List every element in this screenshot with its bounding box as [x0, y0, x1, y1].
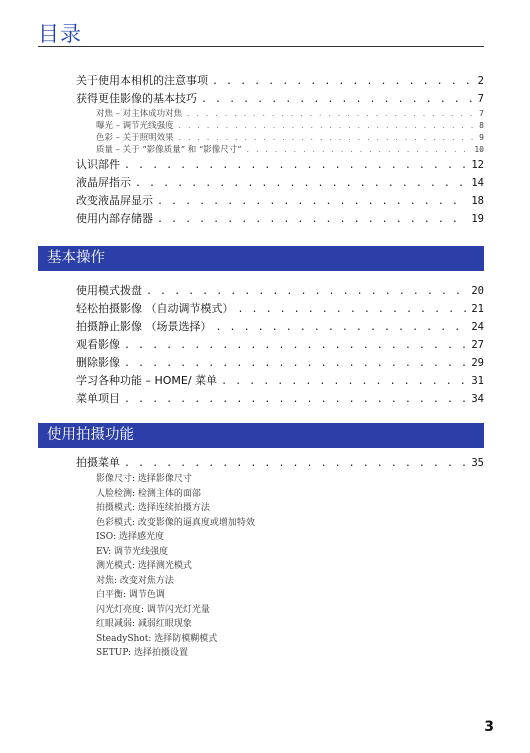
toc-item-label: 菜单项目: [76, 392, 120, 405]
toc-subitem-page: 9: [479, 133, 484, 142]
page-title: 目录: [38, 22, 82, 46]
toc-item[interactable]: [76, 90, 484, 108]
leader-dots: [246, 144, 471, 156]
leader-dots: [212, 73, 474, 90]
title-divider: [38, 46, 484, 47]
toc-item-page: 2: [477, 75, 484, 87]
toc-item[interactable]: [76, 192, 484, 210]
toc-item[interactable]: [76, 282, 484, 300]
leader-dots: [221, 373, 467, 390]
leader-dots: [124, 337, 467, 354]
leader-dots: [216, 319, 468, 336]
toc-item[interactable]: [76, 174, 484, 192]
toc-item-page: 27: [471, 339, 484, 351]
leader-dots: [124, 391, 467, 408]
toc-item-label: 液晶屏指示: [76, 176, 131, 189]
toc-item-page: 31: [471, 375, 484, 387]
toc-item-label: 改变液晶屏显示: [76, 194, 153, 207]
toc-top: [76, 72, 484, 228]
toc-subitem-label: 质量 – 关于 “影像质量” 和 “影像尺寸”: [96, 145, 242, 155]
toc-subitem-page: 7: [479, 109, 484, 118]
toc-subitem-label: 色彩 – 关于照明效果: [96, 133, 174, 143]
list-item[interactable]: 影像尺寸: 选择影像尺寸: [96, 474, 192, 484]
toc-subitem-page: 10: [474, 145, 484, 154]
toc-item-page: 24: [471, 321, 484, 333]
toc-basic: [76, 282, 484, 408]
toc-subitem[interactable]: [76, 144, 484, 156]
list-item[interactable]: SteadyShot: 选择防模糊模式: [96, 633, 218, 644]
toc-subitem-label: 曝光 – 调节光线强度: [96, 121, 174, 131]
toc-item-page: 29: [471, 357, 484, 369]
list-item[interactable]: 红眼减弱: 减弱红眼现象: [96, 619, 192, 629]
list-item[interactable]: 闪光灯亮度: 调节闪光灯光量: [96, 604, 210, 615]
leader-dots: [124, 455, 467, 472]
leader-dots: [186, 108, 475, 120]
leader-dots: [124, 355, 467, 372]
toc-item[interactable]: [76, 336, 484, 354]
section-heading-basic: 基本操作: [38, 246, 484, 271]
list-item[interactable]: 对焦: 改变对焦方法: [96, 575, 174, 586]
toc-item-page: 21: [471, 303, 484, 315]
toc-item-label: 拍摄静止影像 （场景选择）: [76, 320, 212, 333]
toc-item[interactable]: [76, 210, 484, 228]
list-item[interactable]: 人脸检测: 检测主体的面部: [96, 488, 201, 499]
toc-item-page: 18: [471, 195, 484, 207]
toc-item-page: 20: [471, 285, 484, 297]
toc-subitem[interactable]: [76, 132, 484, 144]
toc-item[interactable]: [76, 390, 484, 408]
toc-item-label: 学习各种功能 – HOME/ 菜单: [76, 374, 218, 387]
toc-item[interactable]: [76, 372, 484, 390]
toc-item-page: 14: [471, 177, 484, 189]
leader-dots: [201, 91, 474, 108]
list-item[interactable]: 拍摄模式: 选择连续拍摄方法: [96, 503, 210, 513]
toc-subitem[interactable]: [76, 108, 484, 120]
leader-dots: [178, 120, 476, 132]
toc-item-page: 19: [471, 213, 484, 225]
toc-item-label: 关于使用本相机的注意事项: [76, 74, 208, 87]
toc-item-label: 使用内部存储器: [76, 212, 153, 225]
list-item[interactable]: 测光模式: 选择测光模式: [96, 561, 192, 571]
list-item[interactable]: 色彩模式: 改变影像的逼真度或增加特效: [96, 517, 255, 528]
toc-shooting: [76, 454, 484, 472]
toc-item-label: 拍摄菜单: [76, 456, 120, 469]
toc-item-page: 7: [477, 93, 484, 105]
section-heading-shooting: 使用拍摄功能: [38, 423, 484, 448]
toc-item[interactable]: [76, 72, 484, 90]
toc-item[interactable]: [76, 354, 484, 372]
toc-item-label: 轻松拍摄影像 （自动调节模式）: [76, 302, 234, 315]
leader-dots: [157, 193, 467, 210]
toc-item-label: 使用模式拨盘: [76, 284, 142, 297]
toc-item-label: 观看影像: [76, 338, 120, 351]
leader-dots: [146, 283, 467, 300]
toc-item-page: 12: [471, 159, 484, 171]
toc-item-label: 删除影像: [76, 356, 120, 369]
toc-subitem-label: 对焦 – 对主体成功对焦: [96, 109, 183, 119]
leader-dots: [178, 132, 476, 144]
leader-dots: [238, 301, 468, 318]
list-item[interactable]: SETUP: 选择拍摄设置: [96, 648, 188, 658]
leader-dots: [124, 157, 467, 174]
toc-item-label: 认识部件: [76, 158, 120, 171]
leader-dots: [135, 175, 467, 192]
list-item[interactable]: EV: 调节光线强度: [96, 546, 169, 557]
toc-item[interactable]: [76, 318, 484, 336]
toc-item-page: 34: [471, 393, 484, 405]
list-item[interactable]: ISO: 选择感光度: [96, 532, 164, 542]
shooting-menu-sublist: [96, 472, 255, 661]
page-number: 3: [484, 719, 494, 735]
list-item[interactable]: 白平衡: 调节色调: [96, 590, 165, 600]
leader-dots: [157, 211, 467, 228]
toc-item-label: 获得更佳影像的基本技巧: [76, 92, 197, 105]
toc-item[interactable]: [76, 156, 484, 174]
toc-item-page: 35: [471, 457, 484, 469]
toc-subitem[interactable]: [76, 120, 484, 132]
toc-item[interactable]: [76, 454, 484, 472]
toc-item[interactable]: [76, 300, 484, 318]
toc-subitem-page: 8: [479, 121, 484, 130]
